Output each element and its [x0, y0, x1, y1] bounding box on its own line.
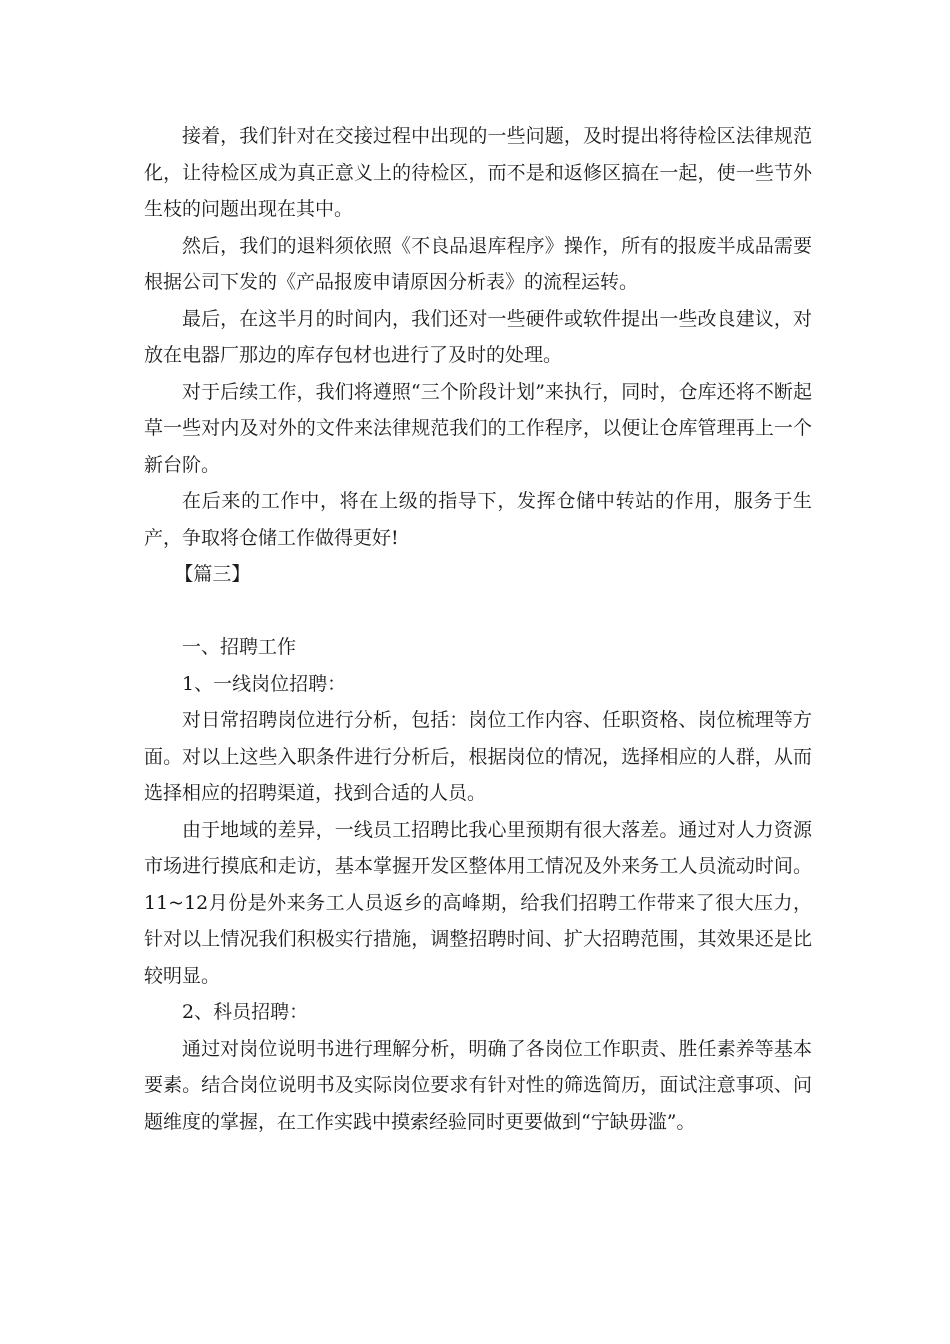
paragraph: 通过对岗位说明书进行理解分析，明确了各岗位工作职责、胜任素养等基本要素。结合岗位说明书及实际岗位要求有针对性的筛选简历，面试注意事项、问题维度的掌握，在工作实践中摸索经验同时更要做到“宁缺毋滥”。	[144, 1037, 812, 1133]
section-title: 【篇三】	[174, 563, 251, 585]
subheading-staff-recruitment: 2、科员招聘：	[182, 1001, 309, 1023]
paragraph: 接着，我们针对在交接过程中出现的一些问题，及时提出将待检区法律规范化，让待检区成为真正意义上的待检区，而不是和返修区搞在一起，使一些节外生枝的问题出现在其中。	[144, 125, 812, 220]
paragraph: 对日常招聘岗位进行分析，包括：岗位工作内容、任职资格、岗位梳理等方面。对以上这些入职条件进行分析后，根据岗位的情况，选择相应的人群，从而选择相应的招聘渠道，找到合适的人员。	[144, 709, 812, 804]
paragraph: 最后，在这半月的时间内，我们还对一些硬件或软件提出一些改良建议，对放在电器厂那边的库存包材也进行了及时的处理。	[144, 307, 812, 366]
paragraph: 然后，我们的退料须依照《不良品退库程序》操作，所有的报废半成品需要根据公司下发的《产品报废申请原因分析表》的流程运转。	[144, 234, 812, 293]
heading-recruitment: 一、招聘工作	[182, 636, 297, 658]
paragraph: 对于后续工作，我们将遵照“三个阶段计划”来执行，同时，仓库还将不断起草一些对内及对外的文件来法律规范我们的工作程序，以便让仓库管理再上一个新台阶。	[144, 380, 812, 476]
subheading-frontline-recruitment: 1、一线岗位招聘：	[182, 672, 347, 695]
paragraph: 在后来的工作中，将在上级的指导下，发挥仓储中转站的作用，服务于生产，争取将仓储工作做得更好!	[144, 490, 812, 549]
document-body	[144, 118, 812, 1140]
paragraph: 由于地域的差异，一线员工招聘比我心里预期有很大落差。通过对人力资源市场进行摸底和走访，基本掌握开发区整体用工情况及外来务工人员流动时间。11~12月份是外来务工人员返乡的高峰期，给我们招聘工作带来了很大压力，针对以上情况我们积极实行措施，调整招聘时间、扩大招聘范围，其效果还是比较明显。	[144, 818, 812, 987]
